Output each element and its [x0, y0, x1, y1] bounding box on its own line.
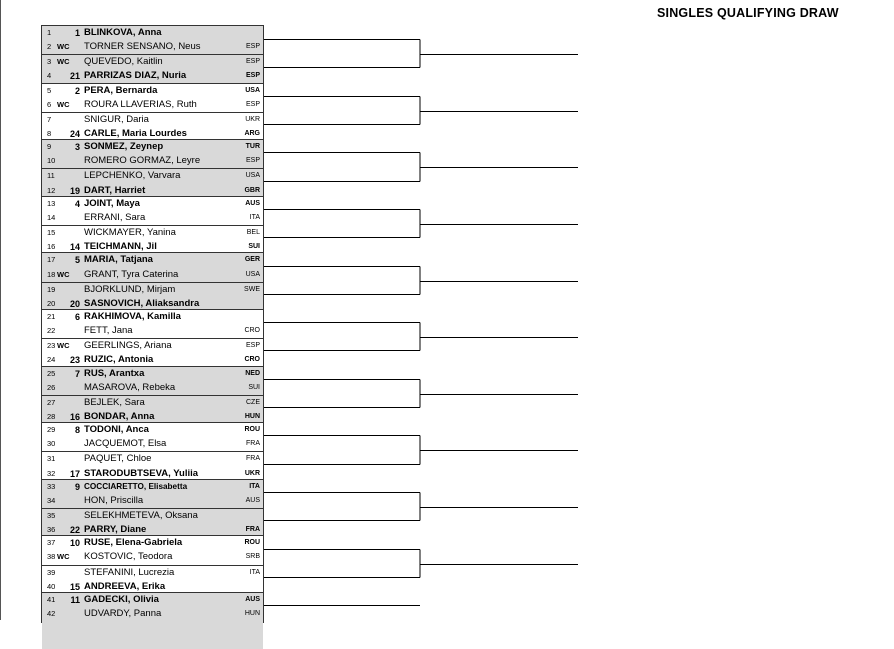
wildcard-badge: WC [57, 57, 70, 67]
nationality-code: ITA [249, 213, 260, 221]
draw-position-number: 10 [47, 156, 56, 166]
draw-position-number: 17 [47, 255, 56, 265]
wildcard-badge: WC [57, 42, 70, 52]
seed-number: 16 [69, 411, 80, 422]
nationality-code: CRO [244, 327, 260, 335]
player-name: WICKMAYER, Yanina [84, 227, 176, 239]
player-name: PARRY, Diane [84, 524, 147, 536]
draw-position-number: 2 [47, 42, 52, 52]
nationality-code: USA [245, 172, 260, 180]
draw-position-number: 13 [47, 198, 56, 208]
draw-position-number: 29 [47, 425, 56, 435]
seed-number: 1 [74, 28, 80, 38]
draw-position-number: 19 [47, 284, 56, 294]
nationality-code: USA [245, 270, 260, 278]
player-name: JOINT, Maya [84, 197, 140, 209]
player-name: SASNOVICH, Aliaksandra [84, 297, 200, 309]
seed-number: 22 [69, 525, 80, 536]
draw-position-number: 23 [47, 341, 56, 351]
draw-position-number: 3 [47, 57, 52, 67]
player-name: FETT, Jana [84, 325, 133, 337]
draw-position-number: 8 [47, 129, 52, 139]
player-name: STARODUBTSEVA, Yuliia [84, 467, 199, 479]
draw-position-number: 38 [47, 552, 56, 562]
player-name: KOSTOVIC, Teodora [84, 551, 173, 563]
player-name: TODONI, Anca [84, 424, 149, 436]
nationality-code: CRO [244, 356, 260, 364]
player-name: STEFANINI, Lucrezia [84, 566, 175, 578]
player-name: ROMERO GORMAZ, Leyre [84, 155, 201, 167]
draw-position-number: 31 [47, 454, 56, 464]
nationality-code: ITA [249, 568, 260, 576]
nationality-code: HUN [244, 412, 260, 420]
nationality-code: ESP [245, 157, 260, 165]
player-name: QUEVEDO, Kaitlin [84, 56, 163, 68]
nationality-code: AUS [245, 496, 260, 504]
nationality-code: ROU [244, 426, 260, 434]
player-name: PARRIZAS DIAZ, Nuria [84, 70, 187, 82]
draw-position-number: 22 [47, 326, 56, 336]
nationality-code: UKR [244, 469, 260, 477]
player-name: COCCIARETTO, Elisabetta [84, 481, 188, 491]
draw-title: SINGLES QUALIFYING DRAW [657, 6, 839, 20]
nationality-code: AUS [245, 595, 260, 603]
player-name: SNIGUR, Daria [84, 113, 149, 125]
draw-position-number: 6 [47, 99, 52, 109]
draw-position-number: 42 [47, 609, 56, 619]
draw-position-number: 33 [47, 481, 56, 491]
draw-position-number: 36 [47, 525, 56, 535]
player-name: ANDREEVA, Erika [84, 580, 166, 592]
seed-number: 7 [74, 368, 80, 379]
player-name: ERRANI, Sara [84, 211, 146, 223]
player-name: JACQUEMOT, Elsa [84, 438, 167, 450]
draw-position-number: 7 [47, 114, 52, 124]
seed-number: 20 [69, 298, 80, 309]
nationality-code: BEL [246, 229, 260, 237]
seed-number: 5 [74, 255, 80, 266]
player-name: BJORKLUND, Mirjam [84, 283, 176, 295]
draw-position-number: 34 [47, 495, 56, 505]
player-name: CARLE, Maria Lourdes [84, 128, 187, 140]
draw-position-number: 28 [47, 411, 56, 421]
nationality-code: GER [244, 256, 260, 264]
player-name: TEICHMANN, Jil [84, 241, 157, 253]
wildcard-badge: WC [57, 341, 70, 351]
player-name: SELEKHMETEVA, Oksana [84, 510, 198, 522]
nationality-code: SUI [248, 243, 260, 251]
player-name: RUZIC, Antonia [84, 354, 154, 366]
wildcard-badge: WC [57, 269, 70, 279]
nationality-code: ESP [245, 100, 260, 108]
player-name: GEERLINGS, Ariana [84, 340, 172, 352]
nationality-code: FRA [246, 455, 260, 463]
nationality-code: CZE [246, 398, 260, 406]
draw-position-number: 40 [47, 581, 56, 591]
seed-number: 2 [74, 85, 80, 96]
draw-position-number: 39 [47, 567, 56, 577]
player-name: MASAROVA, Rebeka [84, 381, 176, 393]
player-name: BONDAR, Anna [84, 410, 155, 422]
nationality-code: SWE [244, 285, 260, 293]
nationality-code: ROU [244, 539, 260, 547]
player-name: LEPCHENKO, Varvara [84, 170, 181, 182]
nationality-code: AUS [245, 199, 260, 207]
draw-position-number: 26 [47, 382, 56, 392]
nationality-code: SRB [245, 553, 260, 561]
nationality-code: GBR [244, 186, 260, 194]
player-name: RUSE, Elena-Gabriela [84, 537, 183, 549]
nationality-code: USA [245, 86, 260, 94]
player-name: PAQUET, Chloe [84, 453, 152, 465]
seed-number: 3 [74, 142, 80, 153]
draw-position-number: 9 [47, 142, 52, 152]
player-name: GRANT, Tyra Caterina [84, 268, 179, 280]
seed-number: 23 [69, 355, 80, 366]
draw-position-number: 18 [47, 269, 56, 279]
seed-number: 14 [69, 242, 80, 253]
draw-position-number: 16 [47, 242, 56, 252]
wildcard-badge: WC [57, 99, 70, 109]
wildcard-badge: WC [57, 552, 70, 562]
seed-number: 19 [69, 185, 80, 196]
draw-position-number: 24 [47, 355, 56, 365]
player-name: HON, Priscilla [84, 494, 144, 506]
nationality-code: FRA [246, 440, 260, 448]
player-name: RUS, Arantxa [84, 367, 145, 379]
draw-position-number: 35 [47, 511, 56, 521]
nationality-code: UKR [245, 115, 260, 123]
draw-position-number: 32 [47, 468, 56, 478]
nationality-code: ARG [244, 130, 260, 138]
draw-position-number: 30 [47, 439, 56, 449]
draw-position-number: 14 [47, 212, 56, 222]
seed-number: 17 [69, 468, 80, 479]
seed-number: 9 [74, 481, 80, 492]
draw-position-number: 37 [47, 538, 56, 548]
nationality-code: NED [245, 369, 260, 377]
nationality-code: HUN [244, 610, 260, 618]
nationality-code: ESP [245, 43, 260, 51]
draw-position-number: 25 [47, 368, 56, 378]
draw-position-number: 1 [47, 28, 52, 37]
player-name: TORNER SENSANO, Neus [84, 41, 201, 53]
draw-position-number: 12 [47, 185, 56, 195]
player-name: BEJLEK, Sara [84, 396, 145, 408]
seed-number: 21 [69, 71, 80, 82]
player-name: UDVARDY, Panna [84, 608, 162, 620]
seed-number: 24 [69, 129, 80, 140]
draw-position-number: 4 [47, 71, 52, 81]
draw-position-number: 11 [47, 171, 55, 181]
nationality-code: ESP [245, 72, 260, 80]
player-name: RAKHIMOVA, Kamilla [84, 310, 181, 322]
draw-position-number: 41 [47, 594, 56, 604]
draw-position-number: 5 [47, 85, 52, 95]
player-name: GADECKI, Olivia [84, 593, 159, 605]
seed-number: 11 [70, 594, 80, 605]
nationality-code: TUR [245, 143, 260, 151]
player-name: DART, Harriet [84, 184, 146, 196]
nationality-code: ESP [245, 58, 260, 66]
player-name: ROURA LLAVERIAS, Ruth [84, 98, 197, 110]
nationality-code: ESP [245, 342, 260, 350]
draw-position-number: 27 [47, 397, 56, 407]
seed-number: 15 [69, 581, 80, 592]
player-name: BLINKOVA, Anna [84, 27, 162, 38]
player-name: SONMEZ, Zeynep [84, 141, 164, 153]
nationality-code: SUI [248, 383, 260, 391]
draw-position-number: 15 [47, 228, 56, 238]
draw-position-number: 21 [47, 311, 56, 321]
seed-number: 6 [74, 311, 80, 322]
seed-number: 10 [69, 538, 80, 549]
seed-number: 8 [74, 425, 80, 436]
nationality-code: ITA [249, 482, 260, 490]
player-name: MARIA, Tatjana [84, 254, 153, 266]
nationality-code: FRA [245, 526, 260, 534]
draw-position-number: 20 [47, 298, 56, 308]
player-name: PERA, Bernarda [84, 84, 158, 96]
seed-number: 4 [74, 198, 80, 209]
